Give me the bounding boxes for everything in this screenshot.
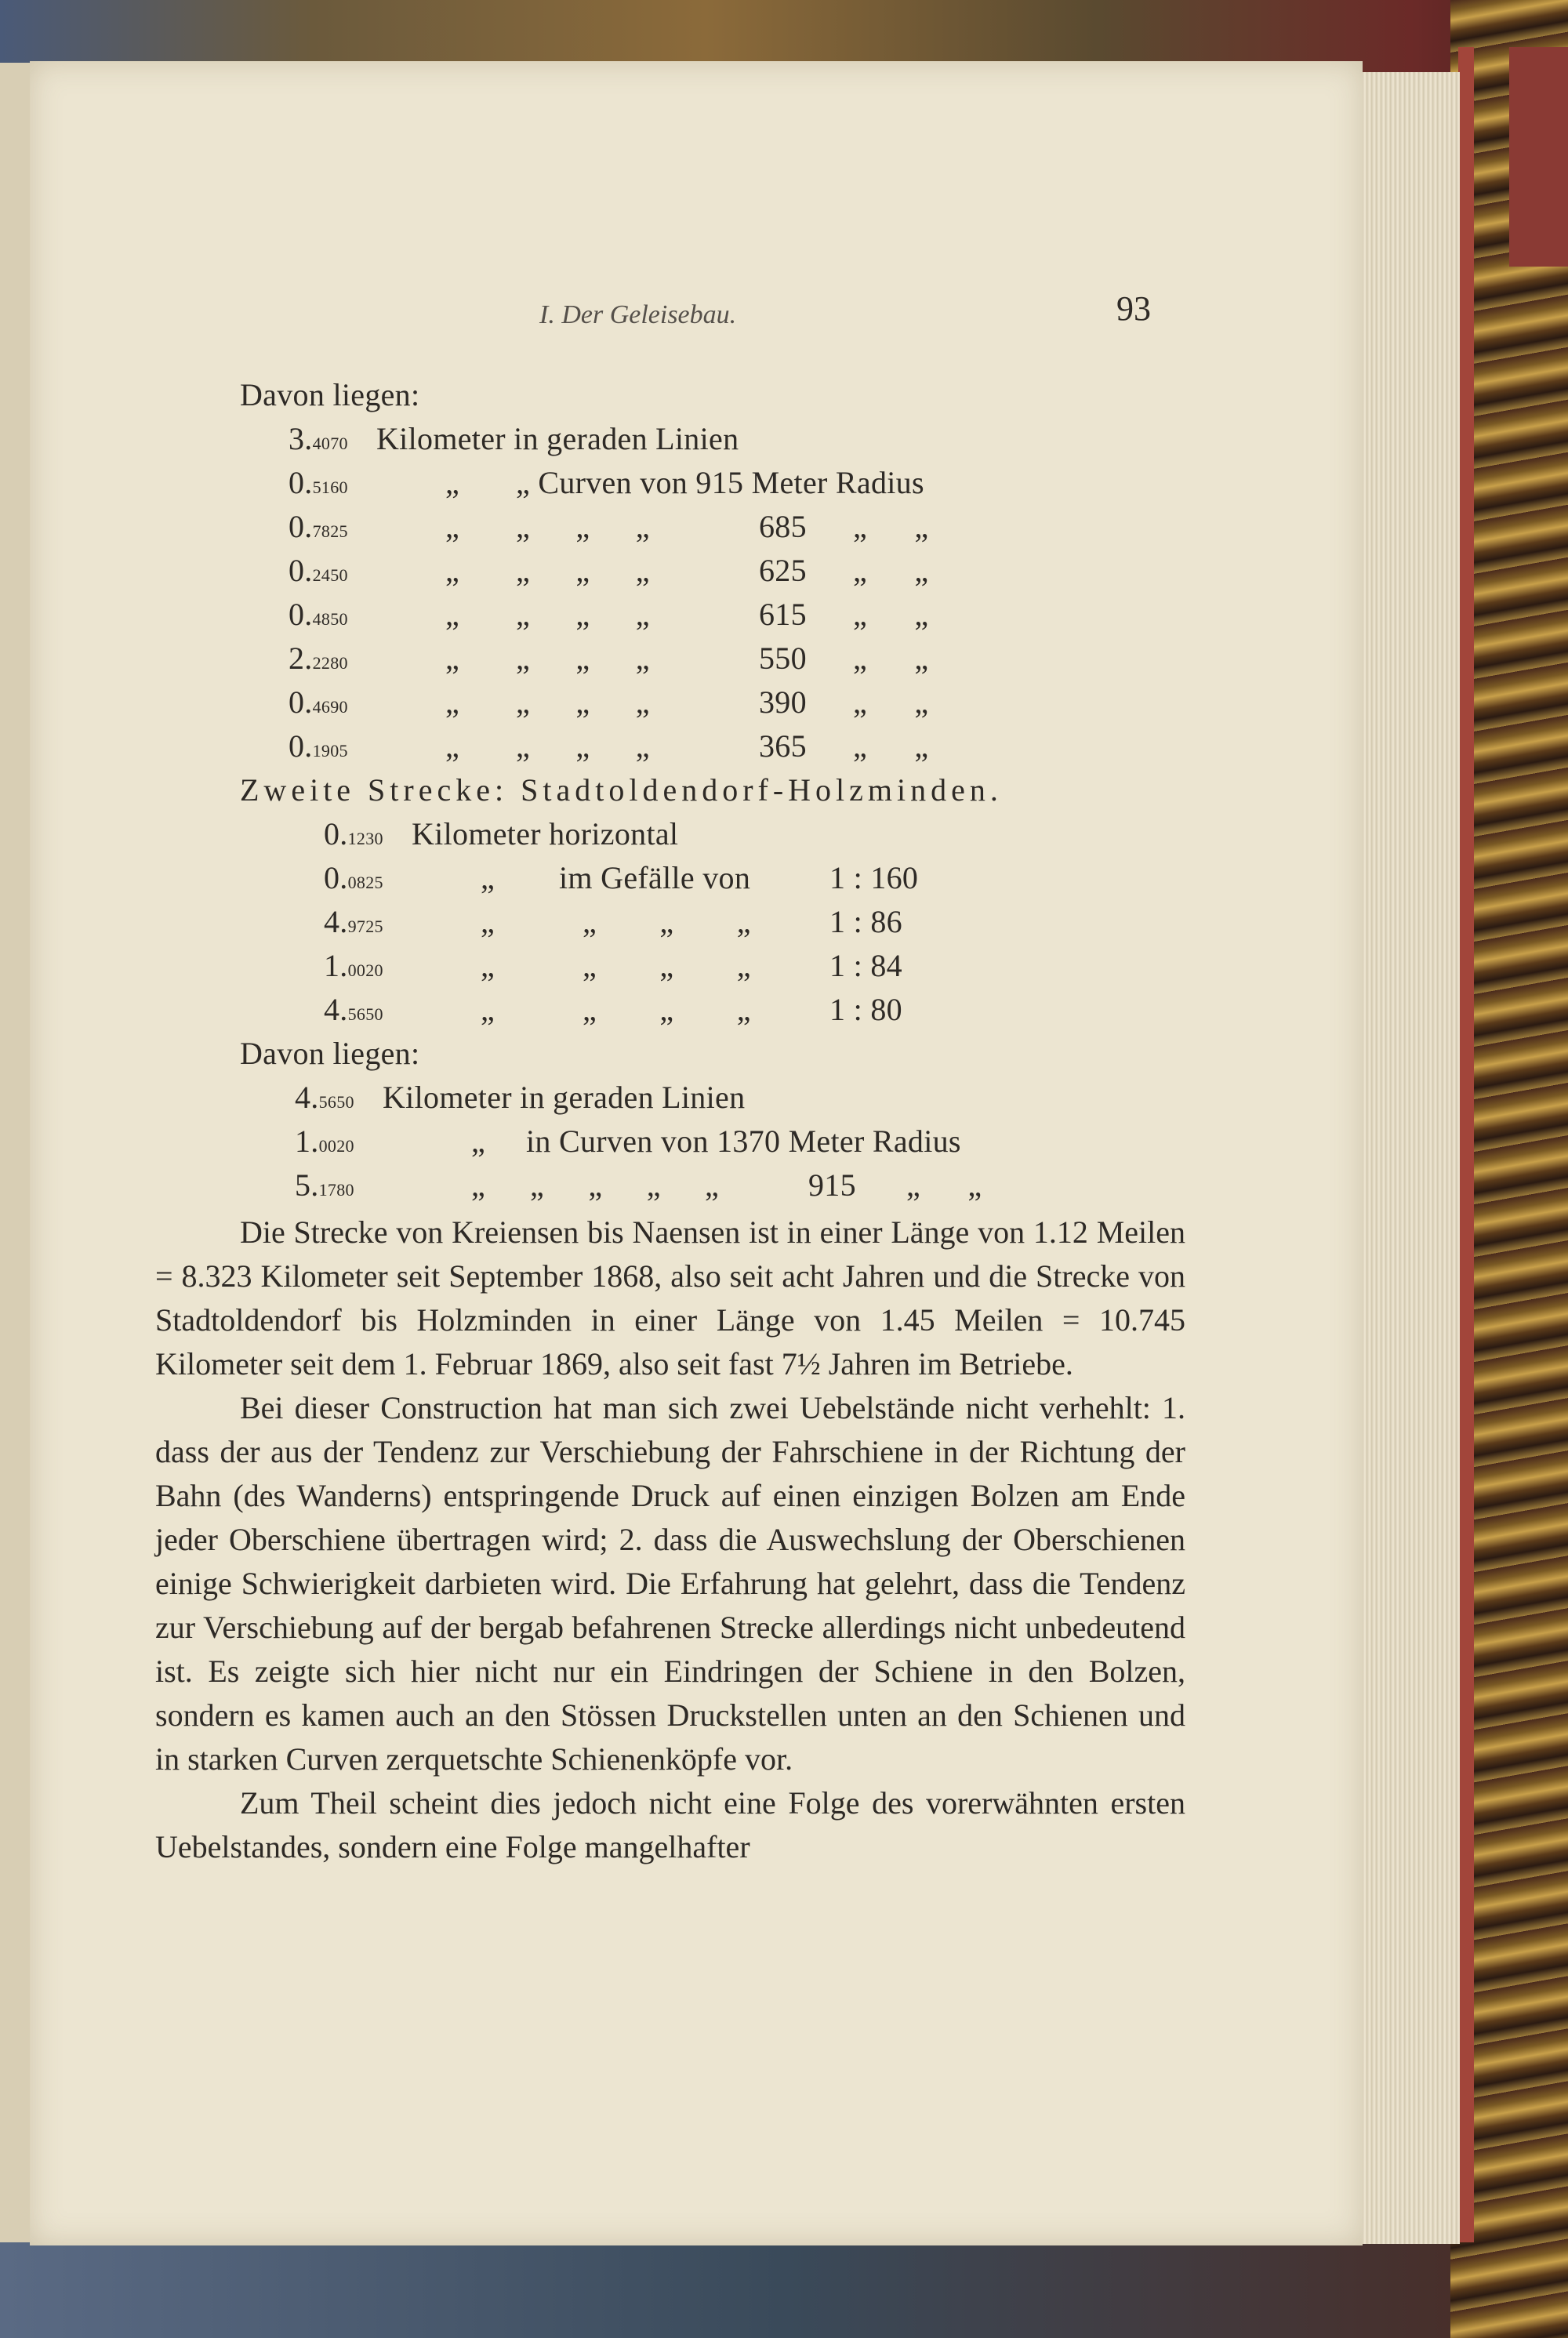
row-ditto: „ [481, 904, 495, 939]
page-stack-edges [1356, 72, 1460, 2244]
section1-row [289, 684, 929, 721]
row-frac: 4690 [312, 697, 348, 717]
row-ditto: „ [445, 509, 460, 544]
row-radius: 365 [759, 728, 807, 764]
row-whole: 5. [295, 1167, 319, 1203]
row-desc: Kilometer in geraden Linien [376, 421, 739, 456]
row-ditto: „ [481, 860, 495, 895]
row-unit: „ „ [853, 728, 929, 764]
row-whole: 3. [289, 421, 313, 456]
paragraph: Die Strecke von Kreiensen bis Naensen ist in einer Länge von 1.12 Meilen = 8.323 Kilometer seit September 1868, also seit acht Jahren und die Strecke von Stadtoldendorf bis Holzminden in einer Länge von 1.45 Meilen = 10.745 Kilometer seit dem 1. Februar 1869, also seit fast 7½ Jahren im Betriebe. [155, 1214, 1185, 1381]
row-frac: 9725 [347, 917, 383, 936]
row-frac: 4850 [312, 609, 348, 629]
section3-row [295, 1079, 746, 1116]
row-frac: 0020 [347, 960, 383, 980]
row-frac: 5650 [347, 1004, 383, 1024]
row-frac: 2450 [312, 565, 348, 585]
row-ditto: „ [481, 948, 495, 983]
section2-row [324, 991, 902, 1028]
section1-heading: Davon liegen: [240, 377, 420, 412]
row-desc: „ „ „ [583, 992, 751, 1027]
row-whole: 0. [324, 860, 348, 895]
paragraph: Bei dieser Construction hat man sich zwei Uebelstände nicht verhehlt: 1. dass der aus der Tendenz zur Verschiebung der Fahrschiene in der Richtung der Bahn (des Wanderns) entspringende Druck auf einen einzigen Bolzen am Ende jeder Oberschiene übertragen wird; 2. dass die Auswechslung der Oberschienen einige Schwierigkeit darbieten wird. Die Erfahrung hat gelehrt, dass die Tendenz zur Verschiebung auf der bergab befahrenen Strecke allerdings nicht unbedeutend ist. Es zeigte sich hier nicht nur ein Eindringen der Schiene in den Bolzen, sondern es kamen auch an den Stössen Druckstellen unten an den Schienen und in starken Curven zerquetschte Schienenköpfe vor. [155, 1390, 1185, 1777]
row-frac: 7825 [312, 521, 348, 541]
row-frac: 1230 [347, 829, 383, 848]
section1-row [289, 464, 924, 501]
row-whole: 0. [289, 509, 313, 544]
row-ditto: „ [445, 597, 460, 632]
row-ratio: 1 : 160 [829, 860, 919, 895]
row-desc: „ „ „ [583, 948, 751, 983]
row-unit: „ „ [853, 509, 929, 544]
row-frac: 5650 [318, 1092, 354, 1112]
section1-row [289, 420, 739, 457]
book-binding-corner [1509, 47, 1568, 267]
row-desc: „ „ „ [516, 509, 650, 544]
row-whole: 4. [324, 992, 348, 1027]
row-whole: 1. [324, 948, 348, 983]
row-ditto: „ [471, 1124, 486, 1159]
row-ditto: „ [471, 1167, 486, 1203]
section1-row [289, 728, 929, 764]
row-unit: „ „ [853, 553, 929, 588]
row-ditto: „ [445, 684, 460, 720]
running-head: I. Der Geleisebau. [539, 300, 737, 329]
row-desc: Kilometer in geraden Linien [383, 1080, 746, 1115]
row-ratio: 1 : 80 [829, 992, 902, 1027]
row-desc: „ „ „ [516, 553, 650, 588]
row-whole: 0. [289, 684, 313, 720]
page-number: 93 [1116, 289, 1151, 328]
row-ditto: „ [445, 728, 460, 764]
section2-row [324, 859, 919, 896]
book-page [30, 61, 1363, 2245]
row-whole: 0. [289, 553, 313, 588]
row-radius: 550 [759, 641, 807, 676]
row-desc: „ „ „ „ [530, 1167, 720, 1203]
row-radius: 915 [808, 1167, 856, 1203]
page-content [30, 61, 1363, 2245]
section2-row [324, 815, 679, 852]
row-ditto: „ [445, 553, 460, 588]
row-whole: 4. [295, 1080, 319, 1115]
row-desc: in Curven von 1370 Meter Radius [526, 1124, 961, 1159]
section3-heading: Davon liegen: [240, 1036, 420, 1071]
row-frac: 4070 [312, 434, 348, 453]
row-frac: 0020 [318, 1136, 354, 1156]
row-radius: 625 [759, 553, 807, 588]
book-binding-bottom [0, 2242, 1568, 2338]
row-ratio: 1 : 86 [829, 904, 902, 939]
row-ratio: 1 : 84 [829, 948, 902, 983]
section3-row [295, 1123, 961, 1160]
book-red-edge [1458, 47, 1474, 2242]
section1-row [289, 640, 929, 677]
row-whole: 1. [295, 1124, 319, 1159]
row-whole: 2. [289, 641, 313, 676]
row-ditto: „ [445, 465, 460, 500]
section1-row [289, 596, 929, 633]
row-radius: 615 [759, 597, 807, 632]
facing-page-edge [0, 63, 30, 2242]
section3-row [295, 1167, 982, 1203]
row-unit: „ „ [906, 1167, 982, 1203]
row-whole: 0. [289, 728, 313, 764]
row-ditto: „ [481, 992, 495, 1027]
row-desc: „ „ „ [583, 904, 751, 939]
row-frac: 1780 [318, 1180, 354, 1200]
row-desc: „ Curven von 915 Meter Radius [516, 465, 924, 500]
row-desc: Kilometer horizontal [412, 816, 679, 851]
section2-row [324, 947, 902, 984]
section1-row [289, 508, 929, 545]
row-radius: 685 [759, 509, 807, 544]
section2-heading: Zweite Strecke: Stadtoldendorf-Holzminden. [240, 772, 1003, 808]
row-unit: „ „ [853, 597, 929, 632]
paragraph: Zum Theil scheint dies jedoch nicht eine Folge des vorerwähnten ersten Uebelstandes, sondern eine Folge mangelhafter [155, 1785, 1185, 1864]
section2-row [324, 903, 902, 940]
row-unit: „ „ [853, 641, 929, 676]
row-frac: 0825 [347, 873, 383, 892]
row-whole: 0. [324, 816, 348, 851]
row-whole: 0. [289, 465, 313, 500]
row-desc: „ „ „ [516, 641, 650, 676]
row-ditto: „ [445, 641, 460, 676]
row-whole: 4. [324, 904, 348, 939]
row-desc: „ „ „ [516, 597, 650, 632]
row-desc: im Gefälle von [559, 860, 751, 895]
section1-row [289, 552, 929, 589]
row-radius: 390 [759, 684, 807, 720]
row-frac: 2280 [312, 653, 348, 673]
row-desc: „ „ „ [516, 684, 650, 720]
row-whole: 0. [289, 597, 313, 632]
row-frac: 5160 [312, 477, 348, 497]
body-text [155, 1211, 1185, 1869]
row-frac: 1905 [312, 741, 348, 761]
row-desc: „ „ „ [516, 728, 650, 764]
row-unit: „ „ [853, 684, 929, 720]
